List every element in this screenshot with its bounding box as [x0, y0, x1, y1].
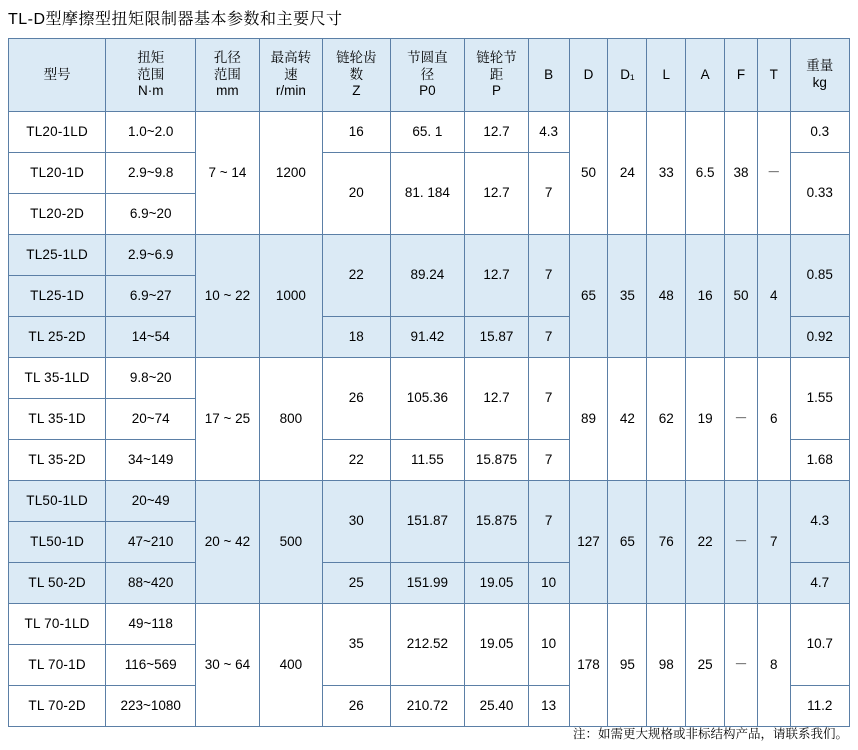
cell-weight: 0.92 — [790, 317, 849, 358]
cell-model: TL 70-1D — [9, 645, 106, 686]
column-header-line: D — [583, 66, 594, 82]
cell-model: TL 35-1LD — [9, 358, 106, 399]
cell-T: 4 — [757, 235, 790, 358]
cell-model: TL 25-2D — [9, 317, 106, 358]
table-row — [9, 112, 850, 153]
cell-teeth: 25 — [323, 563, 391, 604]
cell-chain-pitch: 12.7 — [465, 235, 528, 317]
cell-T: － — [757, 112, 790, 235]
column-header-line: 节圆直 — [407, 49, 448, 65]
cell-model: TL 35-2D — [9, 440, 106, 481]
cell-max-speed: 800 — [259, 358, 322, 481]
column-header-line: P — [491, 83, 501, 99]
cell-teeth: 22 — [323, 235, 391, 317]
cell-torque-range: 6.9~27 — [106, 276, 196, 317]
cell-weight: 0.3 — [790, 112, 849, 153]
cell-A: 22 — [686, 481, 725, 604]
cell-T: 7 — [757, 481, 790, 604]
cell-torque-range: 49~118 — [106, 604, 196, 645]
cell-D: 127 — [569, 481, 608, 604]
cell-torque-range: 6.9~20 — [106, 194, 196, 235]
cell-weight: 1.55 — [790, 358, 849, 440]
column-header-line: 孔径 — [213, 49, 241, 65]
cell-D: 178 — [569, 604, 608, 727]
cell-max-speed: 500 — [259, 481, 322, 604]
column-header-line: 速 — [284, 66, 298, 82]
cell-chain-pitch: 12.7 — [465, 112, 528, 153]
cell-chain-pitch: 15.87 — [465, 317, 528, 358]
cell-pitch-diameter: 151.87 — [390, 481, 465, 563]
cell-L: 33 — [647, 112, 686, 235]
column-header-line: B — [544, 66, 554, 82]
cell-F: － — [725, 481, 758, 604]
column-header-line: T — [769, 66, 778, 82]
column-header-2 — [196, 39, 259, 112]
column-header-10 — [647, 39, 686, 112]
cell-chain-pitch: 25.40 — [465, 686, 528, 727]
cell-model: TL50-1LD — [9, 481, 106, 522]
column-header-line: 链轮节 — [476, 49, 517, 65]
column-header-line: A — [700, 66, 710, 82]
cell-A: 16 — [686, 235, 725, 358]
cell-torque-range: 116~569 — [106, 645, 196, 686]
table-row — [9, 604, 850, 645]
column-header-line: kg — [812, 75, 827, 90]
cell-model: TL50-1D — [9, 522, 106, 563]
cell-bore-range: 7 ~ 14 — [196, 112, 259, 235]
cell-D1: 95 — [608, 604, 647, 727]
column-header-6 — [465, 39, 528, 112]
cell-pitch-diameter: 151.99 — [390, 563, 465, 604]
cell-model: TL20-2D — [9, 194, 106, 235]
cell-torque-range: 47~210 — [106, 522, 196, 563]
cell-pitch-diameter: 91.42 — [390, 317, 465, 358]
table-row — [9, 481, 850, 522]
cell-A: 25 — [686, 604, 725, 727]
cell-torque-range: 1.0~2.0 — [106, 112, 196, 153]
column-header-line: 范围 — [137, 66, 165, 82]
cell-model: TL20-1D — [9, 153, 106, 194]
cell-torque-range: 88~420 — [106, 563, 196, 604]
column-header-line: 重量 — [806, 58, 834, 74]
cell-L: 76 — [647, 481, 686, 604]
cell-teeth: 26 — [323, 358, 391, 440]
cell-model: TL 50-2D — [9, 563, 106, 604]
cell-model: TL 35-1D — [9, 399, 106, 440]
cell-B: 10 — [528, 604, 569, 686]
cell-pitch-diameter: 105.36 — [390, 358, 465, 440]
cell-B: 4.3 — [528, 112, 569, 153]
cell-chain-pitch: 12.7 — [465, 153, 528, 235]
cell-D1: 65 — [608, 481, 647, 604]
cell-bore-range: 30 ~ 64 — [196, 604, 259, 727]
column-header-5 — [390, 39, 465, 112]
cell-weight: 4.7 — [790, 563, 849, 604]
cell-model: TL25-1LD — [9, 235, 106, 276]
page-title: TL-D型摩擦型扭矩限制器基本参数和主要尺寸 — [8, 11, 343, 28]
column-header-line: P0 — [419, 83, 436, 99]
cell-F: 38 — [725, 112, 758, 235]
column-header-line: 范围 — [213, 66, 241, 82]
cell-T: 8 — [757, 604, 790, 727]
cell-L: 98 — [647, 604, 686, 727]
cell-A: 6.5 — [686, 112, 725, 235]
cell-weight: 0.33 — [790, 153, 849, 235]
cell-max-speed: 1200 — [259, 112, 322, 235]
column-header-0 — [9, 39, 106, 112]
cell-torque-range: 34~149 — [106, 440, 196, 481]
cell-teeth: 22 — [323, 440, 391, 481]
cell-B: 7 — [528, 153, 569, 235]
cell-torque-range: 2.9~6.9 — [106, 235, 196, 276]
column-header-3 — [259, 39, 322, 112]
cell-teeth: 16 — [323, 112, 391, 153]
column-header-13 — [757, 39, 790, 112]
column-header-line: 数 — [349, 66, 364, 82]
cell-model: TL25-1D — [9, 276, 106, 317]
cell-max-speed: 1000 — [259, 235, 322, 358]
cell-model: TL 70-1LD — [9, 604, 106, 645]
column-header-line: 距 — [489, 66, 504, 82]
cell-teeth: 35 — [323, 604, 391, 686]
footnote: 注：如需更大规格或非标结构产品，请联系我们。 — [572, 727, 848, 741]
column-header-line: 径 — [420, 66, 435, 82]
table-body — [9, 112, 850, 727]
cell-L: 62 — [647, 358, 686, 481]
cell-T: 6 — [757, 358, 790, 481]
column-header-14 — [790, 39, 849, 112]
column-header-line: Z — [352, 83, 361, 99]
column-header-line: L — [662, 66, 671, 82]
cell-A: 19 — [686, 358, 725, 481]
column-header-1 — [106, 39, 196, 112]
column-header-line: r/min — [275, 83, 306, 99]
column-header-12 — [725, 39, 758, 112]
column-header-line: 型号 — [43, 66, 71, 82]
cell-torque-range: 2.9~9.8 — [106, 153, 196, 194]
column-header-line: mm — [216, 83, 239, 99]
cell-weight: 11.2 — [790, 686, 849, 727]
cell-D1: 35 — [608, 235, 647, 358]
cell-teeth: 20 — [323, 153, 391, 235]
cell-D: 65 — [569, 235, 608, 358]
cell-weight: 1.68 — [790, 440, 849, 481]
cell-teeth: 26 — [323, 686, 391, 727]
cell-pitch-diameter: 81. 184 — [390, 153, 465, 235]
cell-model: TL 70-2D — [9, 686, 106, 727]
cell-bore-range: 20 ~ 42 — [196, 481, 259, 604]
cell-torque-range: 223~1080 — [106, 686, 196, 727]
cell-B: 7 — [528, 317, 569, 358]
column-header-line: D₁ — [620, 66, 635, 82]
cell-teeth: 30 — [323, 481, 391, 563]
cell-chain-pitch: 19.05 — [465, 604, 528, 686]
cell-pitch-diameter: 89.24 — [390, 235, 465, 317]
cell-D: 50 — [569, 112, 608, 235]
cell-B: 7 — [528, 440, 569, 481]
column-header-4 — [323, 39, 391, 112]
cell-torque-range: 20~49 — [106, 481, 196, 522]
cell-B: 13 — [528, 686, 569, 727]
cell-F: 50 — [725, 235, 758, 358]
cell-bore-range: 10 ~ 22 — [196, 235, 259, 358]
column-header-line: F — [736, 66, 746, 82]
cell-torque-range: 14~54 — [106, 317, 196, 358]
column-header-9 — [608, 39, 647, 112]
column-header-8 — [569, 39, 608, 112]
cell-bore-range: 17 ~ 25 — [196, 358, 259, 481]
cell-D1: 24 — [608, 112, 647, 235]
cell-pitch-diameter: 11.55 — [390, 440, 465, 481]
cell-B: 7 — [528, 481, 569, 563]
cell-chain-pitch: 15.875 — [465, 481, 528, 563]
cell-torque-range: 9.8~20 — [106, 358, 196, 399]
cell-D: 89 — [569, 358, 608, 481]
column-header-line: 扭矩 — [137, 49, 165, 65]
cell-weight: 4.3 — [790, 481, 849, 563]
cell-L: 48 — [647, 235, 686, 358]
table-row — [9, 358, 850, 399]
cell-B: 7 — [528, 358, 569, 440]
column-header-line: N·m — [137, 83, 164, 99]
cell-B: 10 — [528, 563, 569, 604]
cell-model: TL20-1LD — [9, 112, 106, 153]
cell-D1: 42 — [608, 358, 647, 481]
column-header-line: 最高转 — [270, 49, 312, 65]
cell-F: － — [725, 358, 758, 481]
cell-torque-range: 20~74 — [106, 399, 196, 440]
cell-pitch-diameter: 210.72 — [390, 686, 465, 727]
cell-max-speed: 400 — [259, 604, 322, 727]
cell-pitch-diameter: 65. 1 — [390, 112, 465, 153]
cell-weight: 10.7 — [790, 604, 849, 686]
cell-chain-pitch: 12.7 — [465, 358, 528, 440]
cell-pitch-diameter: 212.52 — [390, 604, 465, 686]
cell-F: － — [725, 604, 758, 727]
specification-table — [8, 38, 850, 727]
cell-B: 7 — [528, 235, 569, 317]
column-header-7 — [528, 39, 569, 112]
table-row — [9, 235, 850, 276]
table-header-row — [9, 39, 850, 112]
column-header-line: 链轮齿 — [336, 49, 377, 65]
column-header-11 — [686, 39, 725, 112]
cell-chain-pitch: 19.05 — [465, 563, 528, 604]
cell-chain-pitch: 15.875 — [465, 440, 528, 481]
cell-weight: 0.85 — [790, 235, 849, 317]
cell-teeth: 18 — [323, 317, 391, 358]
